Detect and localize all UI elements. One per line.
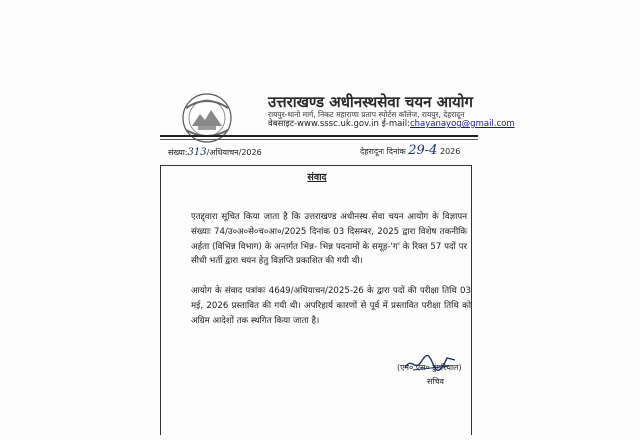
organization-contact — [268, 118, 515, 129]
organization-name: उत्तराखण्ड अधीनस्थसेवा चयन आयोग — [268, 93, 473, 111]
notice-paragraph-1: एतद्द्वारा सूचित किया जाता है कि उत्तराखण्ड अधीनस्थ सेवा चयन आयोग के विज्ञापन संख्याः 74/उ०अ०से०च०आ०/2025 दिनांक 03 दिसम्बर, 2025 द्वारा विशेष तकनीकि अर्हता (विभिन्न विभाग) के अन्तर्गत भिन्न- भिन्न पदनामों के समूह-'ग' के रिक्त 57 पदों पर सीधी भर्ती द्वारा चयन हेतु विज्ञप्ति प्रकाशित की गयी थी। — [191, 212, 467, 267]
email-link[interactable]: chayanayog@gmail.com — [409, 119, 515, 129]
signatory-name: (एन० एस० डुंगरियाल) — [397, 363, 462, 372]
website-text: वेबसाइट-www.sssc.uk.gov.in — [268, 119, 379, 129]
notice-title: संवाद — [307, 172, 327, 183]
date-year: 2026 — [439, 147, 461, 156]
signatory-designation: सचिव — [427, 377, 445, 386]
issue-date — [360, 143, 460, 158]
reference-suffix: /अधियाचन/2026 — [206, 148, 262, 157]
email-label: ई-mail: — [381, 119, 410, 129]
header-divider-thin — [160, 139, 478, 140]
date-place-label: देहरादूनः दिनांक — [360, 147, 406, 156]
date-handwritten-value: 29-4 — [408, 143, 438, 158]
organization-address: रायपुर-थानो मार्ग, निकट महाराणा प्रताप स्पोर्टस कॉलेज, रायपुर, देहरादून — [268, 110, 465, 119]
notice-content-box — [160, 165, 472, 435]
notice-paragraph-2: आयोग के संवाद पत्रांकः 4649/अधियाचन/2025-26 के द्वारा पदों की परीक्षा तिथि 03 मई, 2026 प्रस्तावित की गयी थी। अपरिहार्य कारणों से पूर्व में प्रस्तावित परीक्षा तिथि को अग्रिम आदेशों तक स्थगित किया जाता है। — [191, 286, 471, 326]
reference-number — [168, 147, 262, 158]
reference-label: संख्या: — [168, 148, 188, 157]
reference-handwritten-number: 313 — [187, 147, 207, 158]
header-divider — [160, 135, 478, 137]
